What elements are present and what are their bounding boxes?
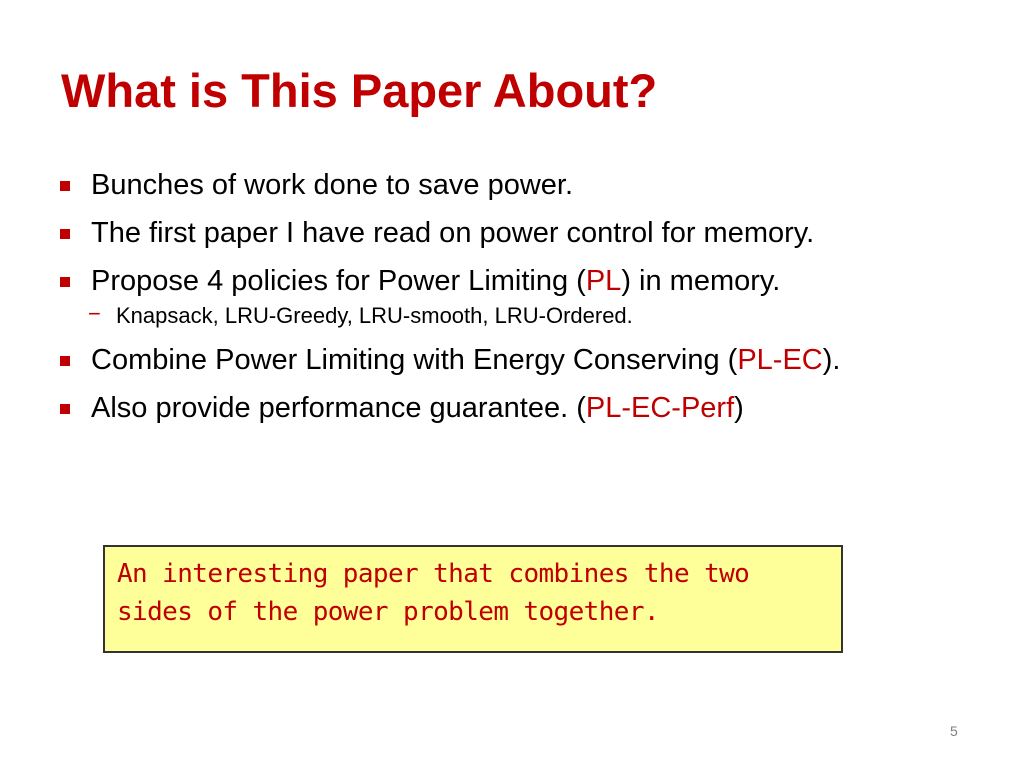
bullet-highlight: PL bbox=[585, 265, 622, 297]
bullet-item bbox=[58, 263, 958, 330]
square-bullet-icon bbox=[60, 229, 70, 239]
dash-bullet-icon: − bbox=[88, 301, 101, 326]
square-bullet-icon bbox=[60, 404, 70, 414]
bullet-item bbox=[58, 342, 958, 378]
bullet-highlight: PL-EC bbox=[737, 344, 823, 376]
callout-box bbox=[103, 545, 843, 653]
square-bullet-icon bbox=[60, 181, 70, 191]
bullet-text-end: ) in memory. bbox=[621, 265, 781, 297]
sub-bullet-item bbox=[88, 302, 958, 330]
slide-title: What is This Paper About? bbox=[61, 64, 658, 117]
square-bullet-icon bbox=[60, 277, 70, 287]
page-number: 5 bbox=[950, 723, 958, 739]
bullet-highlight: PL-EC-Perf bbox=[585, 392, 735, 424]
bullet-item bbox=[58, 167, 958, 203]
callout-text: An interesting paper that combines the two sides of the power problem together. bbox=[117, 559, 750, 627]
square-bullet-icon bbox=[60, 356, 70, 366]
sub-bullet-list bbox=[88, 302, 958, 330]
bullet-text-end: ) bbox=[734, 392, 744, 424]
bullet-item bbox=[58, 390, 958, 426]
bullet-text: Also provide performance guarantee. ( bbox=[91, 392, 586, 424]
bullet-text: Combine Power Limiting with Energy Conserving ( bbox=[91, 344, 738, 376]
bullet-text: The first paper I have read on power control for memory. bbox=[91, 217, 815, 249]
bullet-text: Bunches of work done to save power. bbox=[91, 169, 574, 201]
bullet-text: Propose 4 policies for Power Limiting ( bbox=[91, 265, 586, 297]
sub-bullet-text: Knapsack, LRU-Greedy, LRU-smooth, LRU-Ordered. bbox=[116, 303, 633, 328]
bullet-text-end: ). bbox=[822, 344, 841, 376]
bullet-list bbox=[58, 167, 958, 438]
bullet-item bbox=[58, 215, 958, 251]
